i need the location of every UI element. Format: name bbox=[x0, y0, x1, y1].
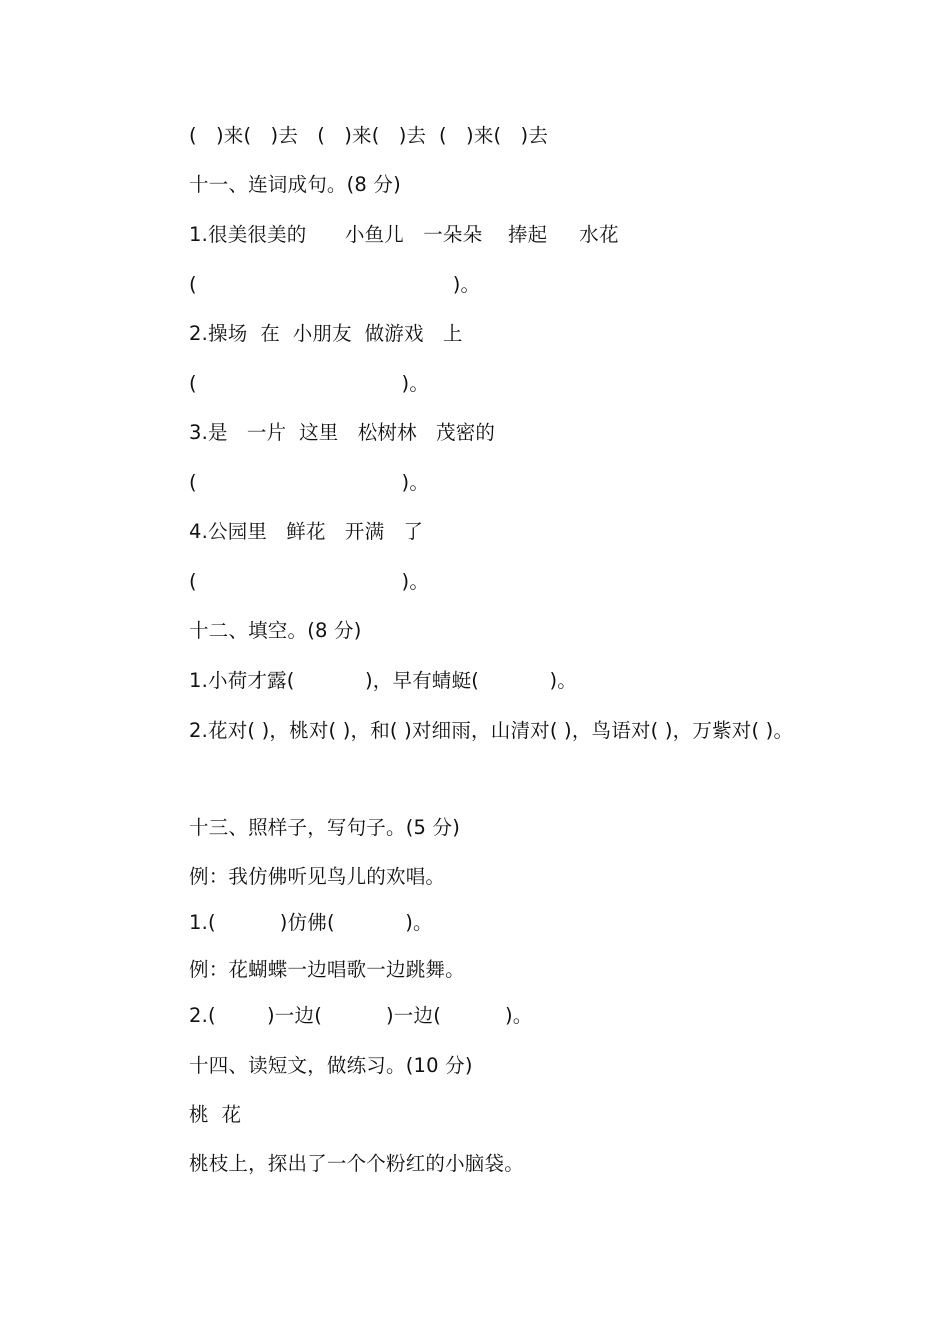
q11-answer-1: ( )。 bbox=[189, 273, 481, 296]
passage-line-1: 桃枝上，探出了一个个粉红的小脑袋。 bbox=[189, 1152, 524, 1175]
q13-example-2: 例：花蝴蝶一边唱歌一边跳舞。 bbox=[189, 958, 465, 981]
q11-answer-2: ( )。 bbox=[189, 372, 430, 395]
section-11-heading: 十一、连词成句。(8 分) bbox=[189, 173, 401, 196]
q11-answer-3: ( )。 bbox=[189, 471, 430, 494]
q11-item-2: 2.操场 在 小朋友 做游戏 上 bbox=[189, 322, 463, 345]
passage-title: 桃 花 bbox=[189, 1103, 242, 1126]
section-13-heading: 十三、照样子，写句子。(5 分) bbox=[189, 816, 461, 839]
q11-item-1: 1.很美很美的 小鱼儿 一朵朵 捧起 水花 bbox=[189, 223, 619, 246]
q11-answer-4: ( )。 bbox=[189, 570, 430, 593]
line-lai-qu: ( )来( )去 ( )来( )去 ( )来( )去 bbox=[189, 124, 549, 147]
q12-item-1: 1.小荷才露( )，早有蜻蜓( )。 bbox=[189, 669, 578, 692]
q13-item-1: 1.( )仿佛( )。 bbox=[189, 911, 433, 934]
section-12-heading: 十二、填空。(8 分) bbox=[189, 619, 362, 642]
section-14-heading: 十四、读短文，做练习。(10 分) bbox=[189, 1054, 473, 1077]
q12-item-2: 2.花对( )，桃对( )，和( )对细雨，山清对( )，鸟语对( )，万紫对( )。 bbox=[189, 719, 794, 742]
q11-item-4: 4.公园里 鲜花 开满 了 bbox=[189, 520, 424, 543]
q11-item-3: 3.是 一片 这里 松树林 茂密的 bbox=[189, 421, 496, 444]
q13-example-1: 例：我仿佛听见鸟儿的欢唱。 bbox=[189, 865, 446, 888]
q13-item-2: 2.( )一边( )一边( )。 bbox=[189, 1004, 533, 1027]
